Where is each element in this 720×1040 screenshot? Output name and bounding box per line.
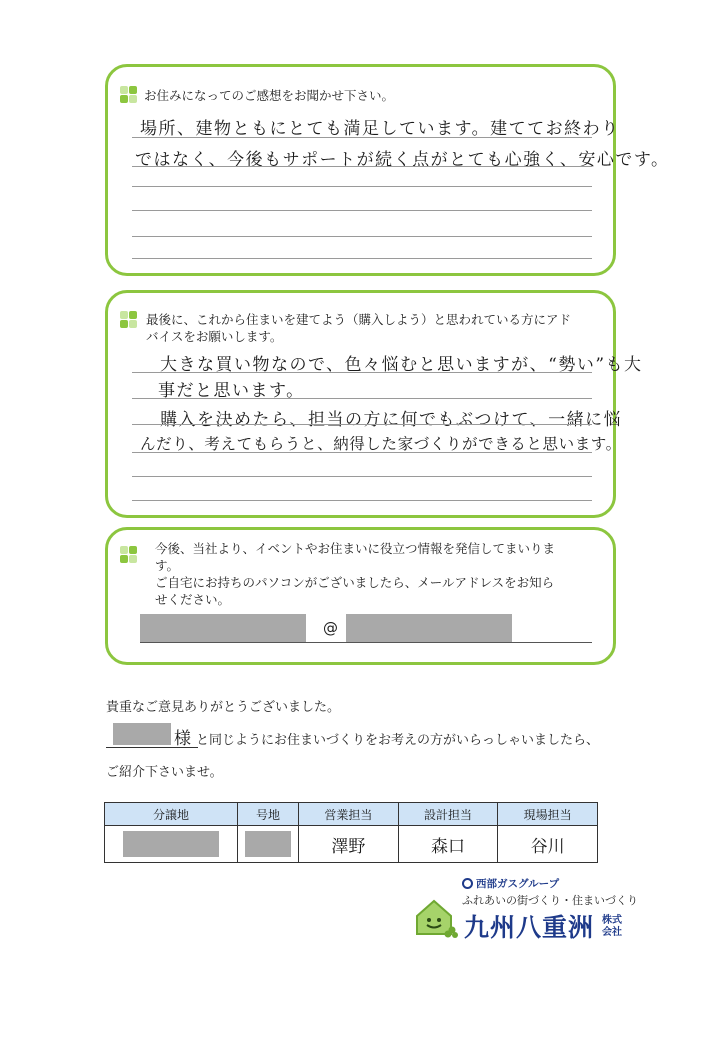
answer-rule [132,500,592,501]
answer-rule [132,476,592,477]
company-suffix-top: 株式 [602,915,622,926]
gas-group-icon [462,878,473,889]
answer-rule [132,186,592,187]
q1-question: お住みになってのご感想をお聞かせ下さい。 [144,88,395,103]
q1-answer-line-2: ではなく、今後もサポートが続く点がとても心強く、安心です。 [135,150,670,170]
company-name: 九州八重洲 [464,913,595,942]
q3-question-line-1: 今後、当社より、イベントやお住まいに役立つ情報を発信してまいりま [155,541,556,556]
answer-rule [132,424,592,425]
q2-answer-line-2: 事だと思います。 [158,381,305,401]
group-name: 西部ガスグループ [476,878,560,890]
email-domain-redaction [346,614,512,642]
q3-question-line-4: せください。 [155,592,231,607]
email-at-symbol: @ [323,619,338,637]
q2-answer-line-1: 大きな買い物なので、色々悩むと思いますが、“勢い”も大 [160,355,643,375]
bullet-squares-icon [120,86,138,104]
referrer-name-rule [106,747,198,748]
staff-table [104,802,598,863]
q3-question-line-3: ご自宅にお持ちのパソコンがございましたら、メールアドレスをお知ら [155,575,555,590]
email-local-part-redaction [140,614,306,642]
q2-question-line-2: バイスをお願いします。 [146,329,283,344]
bullet-squares-icon [120,311,138,329]
referrer-name-redaction [113,723,171,745]
site-staff: 谷川 [498,826,598,863]
header-lot: 分譲地 [105,803,238,826]
referral-line-2: ご紹介下さいませ。 [106,765,223,780]
header-sales: 営業担当 [299,803,399,826]
sales-staff: 澤野 [299,826,399,863]
company-suffix-bottom: 会社 [602,927,622,938]
q2-question-line-1: 最後に、これから住まいを建てよう（購入しよう）と思われている方にアド [146,312,572,327]
company-logo [412,872,638,942]
q2-answer-line-3: 購入を決めたら、担当の方に何でもぶつけて、一緒に悩 [160,410,623,430]
thanks-text: 貴重なご意見ありがとうございました。 [106,700,341,715]
q3-question-line-2: す。 [155,558,180,573]
referral-text: と同じようにお住まいづくりをお考えの方がいらっしゃいましたら、 [196,733,600,748]
answer-rule [132,258,592,259]
house-clover-icon [412,894,458,940]
logo-tagline: ふれあいの街づくり・住まいづくり [462,894,638,907]
answer-rule [132,398,592,399]
q1-answer-line-1: 場所、建物ともにとても満足しています。建ててお終わり [140,119,620,139]
lot-number-redaction [245,831,291,857]
q2-answer-line-4: んだり、考えてもらうと、納得した家づくりができると思います。 [140,435,622,453]
referral-honorific: 様 [174,729,193,749]
lot-number-cell [238,826,299,863]
lot-redaction [123,831,219,857]
answer-rule [132,236,592,237]
header-lot-number: 号地 [238,803,299,826]
design-staff: 森口 [398,826,498,863]
email-rule [140,642,592,643]
bullet-squares-icon [120,546,138,564]
lot-cell [105,826,238,863]
answer-rule [132,166,592,167]
header-site: 現場担当 [498,803,598,826]
answer-rule [132,210,592,211]
answer-rule [132,137,592,138]
answer-rule [132,452,592,453]
header-design: 設計担当 [398,803,498,826]
answer-rule [132,372,592,373]
